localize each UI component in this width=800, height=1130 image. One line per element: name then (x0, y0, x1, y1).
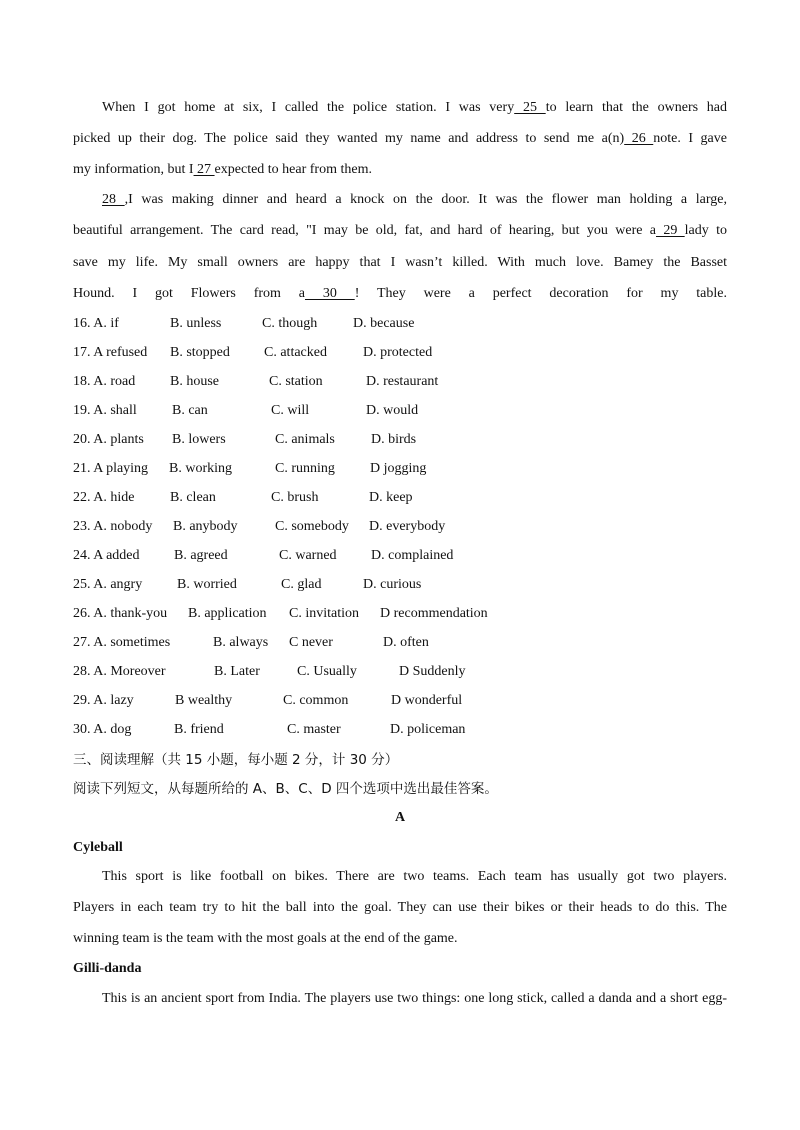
passage-text: beautiful arrangement. The card read, "I may be old, fat, and hard of hearing, but you were a (73, 223, 656, 238)
question-number-option-a: 16. A. if (73, 316, 119, 331)
question-number-option-a: 27. A. sometimes (73, 635, 171, 650)
blank-26: 26 (624, 131, 654, 146)
option-b: B. anybody (173, 519, 238, 534)
reading-line: This is an ancient sport from India. The players use two things: one long stick, called a danda and a short egg- (102, 991, 727, 1006)
option-c: C. master (287, 722, 341, 737)
passage-text: lady to (684, 223, 728, 238)
option-b: B. application (188, 606, 267, 621)
option-d: D recommendation (380, 606, 488, 621)
option-d: D. birds (371, 432, 417, 447)
option-c: C. attacked (264, 345, 327, 360)
question-number-option-a: 20. A. plants (73, 432, 144, 447)
passage-text: When I got home at six, I called the police station. I was very (102, 100, 515, 115)
blank-30: 30 (304, 286, 355, 301)
option-d: D. restaurant (366, 374, 439, 389)
blank-28: 28 (102, 192, 125, 207)
passage-text: to learn that the owners had (545, 100, 728, 115)
option-c: C. glad (281, 577, 322, 592)
sport-heading: Cyleball (73, 840, 123, 855)
option-d: D. because (353, 316, 415, 331)
passage-line (102, 99, 727, 117)
passage-text: picked up their dog. The police said they wanted my name and address to send me a(n) (73, 131, 625, 146)
option-b: B. Later (214, 664, 260, 679)
reading-line: winning team is the team with the most goals at the end of the game. (73, 931, 458, 946)
question-number-option-a: 26. A. thank-you (73, 606, 168, 621)
question-number-option-a: 23. A. nobody (73, 519, 153, 534)
option-d: D. curious (363, 577, 422, 592)
option-c: C. running (275, 461, 335, 476)
question-number-option-a: 19. A. shall (73, 403, 137, 418)
passage-text: expected to hear from them. (214, 162, 372, 177)
passage-line (73, 222, 727, 240)
option-c: C. animals (275, 432, 335, 447)
option-d: D. often (383, 635, 429, 650)
question-number-option-a: 22. A. hide (73, 490, 135, 505)
option-b: B. lowers (172, 432, 226, 447)
option-d: D Suddenly (399, 664, 466, 679)
option-c: C. will (271, 403, 310, 418)
passage-text: Hound. I got Flowers from a (73, 286, 305, 301)
option-b: B. working (169, 461, 232, 476)
part-label: A (394, 810, 406, 825)
option-b: B. agreed (174, 548, 228, 563)
question-number-option-a: 29. A. lazy (73, 693, 134, 708)
blank-25: 25 (514, 100, 546, 115)
section-title: 三、阅读理解（共 15 小题，每小题 2 分，计 30 分） (73, 752, 399, 768)
passage-text: ! They were a perfect decoration for my table. (354, 286, 728, 301)
option-b: B. house (170, 374, 219, 389)
option-d: D. would (366, 403, 419, 418)
option-c: C. though (262, 316, 318, 331)
option-d: D. complained (371, 548, 454, 563)
reading-line: This sport is like football on bikes. There are two teams. Each team has usually got two players. (102, 869, 727, 884)
option-b: B. friend (174, 722, 224, 737)
option-b: B. can (172, 403, 208, 418)
reading-line: Players in each team try to hit the ball into the goal. They can use their bikes or their heads to do this. The (73, 900, 727, 915)
section-instruction: 阅读下列短文，从每题所给的 A、B、C、D 四个选项中选出最佳答案。 (73, 781, 498, 797)
question-number-option-a: 25. A. angry (73, 577, 143, 592)
option-d: D. protected (363, 345, 433, 360)
passage-line (73, 161, 727, 179)
question-number-option-a: 28. A. Moreover (73, 664, 166, 679)
passage-text: my information, but I (73, 162, 194, 177)
question-number-option-a: 17. A refused (73, 345, 148, 360)
option-b: B. worried (177, 577, 237, 592)
option-d: D jogging (370, 461, 427, 476)
passage-line (73, 130, 727, 148)
passage-text: save my life. My small owners are happy that I wasn’t killed. With much love. Bamey the Basset (73, 255, 727, 270)
option-c: C. brush (271, 490, 319, 505)
passage-line (73, 254, 727, 272)
option-d: D. everybody (369, 519, 446, 534)
option-b: B wealthy (175, 693, 233, 708)
option-c: C. station (269, 374, 323, 389)
option-c: C. common (283, 693, 349, 708)
question-number-option-a: 18. A. road (73, 374, 136, 389)
option-d: D wonderful (391, 693, 463, 708)
option-b: B. stopped (170, 345, 230, 360)
passage-text: ,I was making dinner and heard a knock on the door. It was the flower man holding a large, (124, 192, 727, 207)
option-c: C. warned (279, 548, 337, 563)
option-c: C. Usually (297, 664, 357, 679)
passage-line (102, 191, 727, 209)
option-b: B. clean (170, 490, 216, 505)
option-c: C. somebody (275, 519, 349, 534)
sport-heading: Gilli-danda (73, 961, 142, 976)
option-b: B. always (213, 635, 269, 650)
option-b: B. unless (170, 316, 222, 331)
question-number-option-a: 24. A added (73, 548, 140, 563)
option-c: C. invitation (289, 606, 359, 621)
passage-line (73, 285, 727, 303)
option-d: D. keep (369, 490, 413, 505)
blank-29: 29 (656, 223, 685, 238)
blank-27: 27 (193, 162, 215, 177)
question-number-option-a: 30. A. dog (73, 722, 132, 737)
option-c: C never (289, 635, 333, 650)
option-d: D. policeman (390, 722, 466, 737)
passage-text: note. I gave (653, 131, 727, 146)
question-number-option-a: 21. A playing (73, 461, 149, 476)
